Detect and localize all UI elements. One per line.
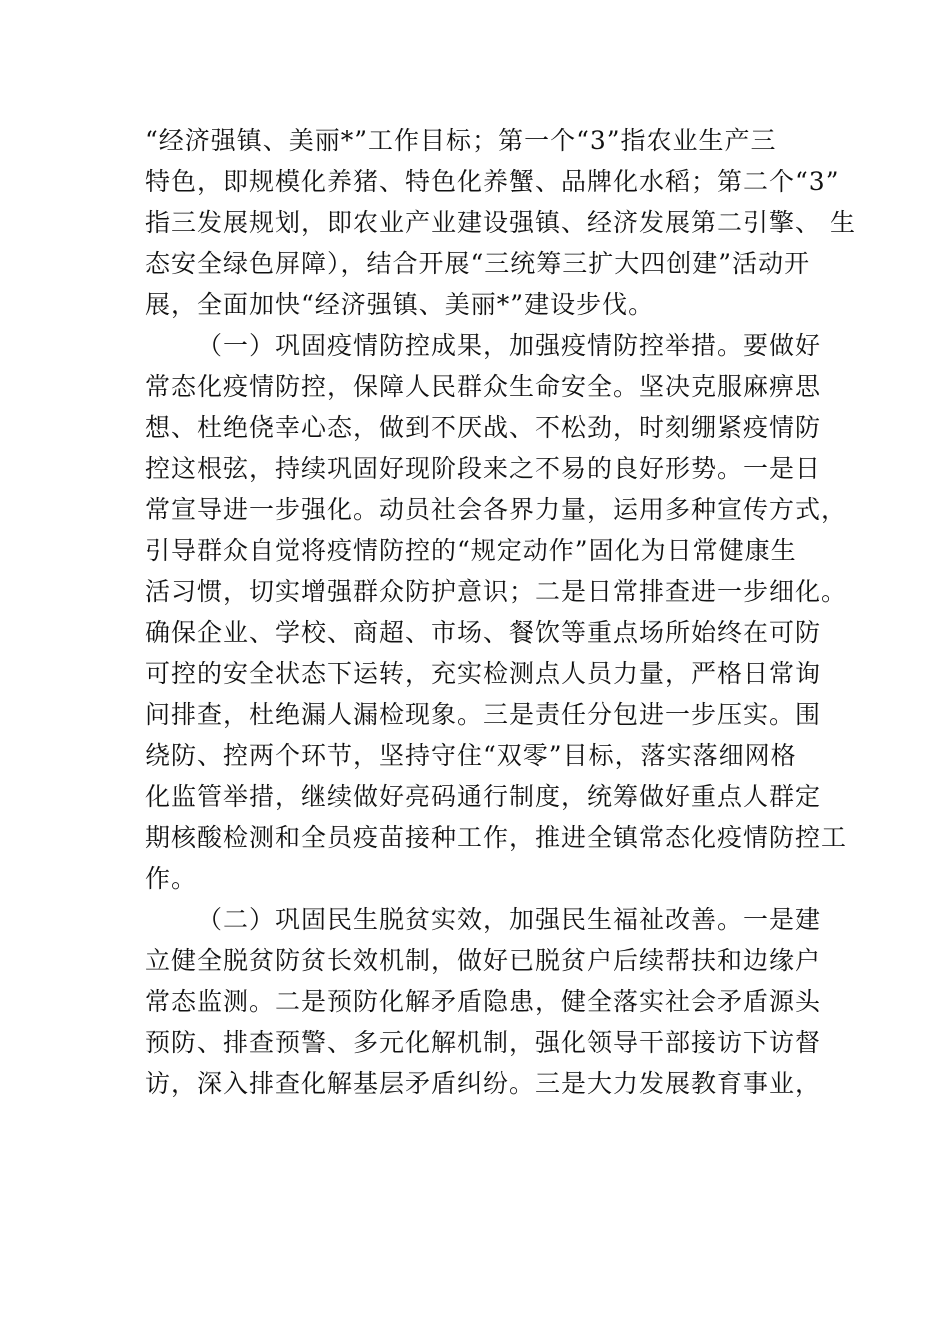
text-line: 展，全面加快“经济强镇、美丽*”建设步伐。 (145, 290, 655, 319)
text-line: 态安全绿色屏障），结合开展“三统筹三扩大四创建”活动开 (145, 249, 811, 278)
text-line: 指三发展规划，即农业产业建设强镇、经济发展第二引擎、 生 (145, 208, 856, 237)
text-line: 立健全脱贫防贫长效机制，做好已脱贫户后续帮扶和边缘户 (145, 946, 822, 975)
text-line: 访，深入排查化解基层矛盾纠纷。三是大力发展教育事业， (145, 1069, 822, 1098)
text-line: 预防、排查预警、多元化解机制，强化领导干部接访下访督 (145, 1028, 822, 1057)
text-line: 期核酸检测和全员疫苗接种工作，推进全镇常态化疫情防控工 (145, 823, 848, 852)
text-line: 常宣导进一步强化。动员社会各界力量，运用多种宣传方式， (145, 495, 848, 524)
text-line: 问排查，杜绝漏人漏检现象。三是责任分包进一步压实。围 (145, 700, 822, 729)
paragraph-heading-line: （一）巩固疫情防控成果，加强疫情防控举措。要做好 (197, 331, 822, 360)
text-line: 化监管举措，继续做好亮码通行制度，统筹做好重点人群定 (145, 782, 822, 811)
paragraph-heading-line: （二）巩固民生脱贫实效，加强民生福祉改善。一是建 (197, 905, 822, 934)
text-line: 作。 (145, 864, 198, 893)
text-line: 常态监测。二是预防化解矛盾隐患，健全落实社会矛盾源头 (145, 987, 822, 1016)
text-line: 引导群众自觉将疫情防控的“规定动作”固化为日常健康生 (145, 536, 797, 565)
text-line: 确保企业、学校、商超、市场、餐饮等重点场所始终在可防 (145, 618, 822, 647)
text-line: 绕防、控两个环节，坚持守住“双零”目标，落实落细网格 (145, 741, 797, 770)
text-line: 常态化疫情防控，保障人民群众生命安全。坚决克服麻痹思 (145, 372, 822, 401)
text-line: 可控的安全状态下运转，充实检测点人员力量，严格日常询 (145, 659, 822, 688)
paragraph-intro (145, 120, 856, 325)
text-line: 活习惯，切实增强群众防护意识；二是日常排查进一步细化。 (145, 577, 848, 606)
paragraph-livelihood (145, 899, 825, 1104)
paragraph-epidemic-control (145, 325, 848, 899)
text-line: 想、杜绝侥幸心态，做到不厌战、不松劲，时刻绷紧疫情防 (145, 413, 822, 442)
text-line: “经济强镇、美丽*”工作目标；第一个“3”指农业生产三 (145, 126, 777, 155)
text-line: 控这根弦，持续巩固好现阶段来之不易的良好形势。一是日 (145, 454, 822, 483)
document-body (145, 120, 856, 1104)
text-line: 特色，即规模化养猪、特色化养蟹、品牌化水稻；第二个“3” (145, 167, 840, 196)
